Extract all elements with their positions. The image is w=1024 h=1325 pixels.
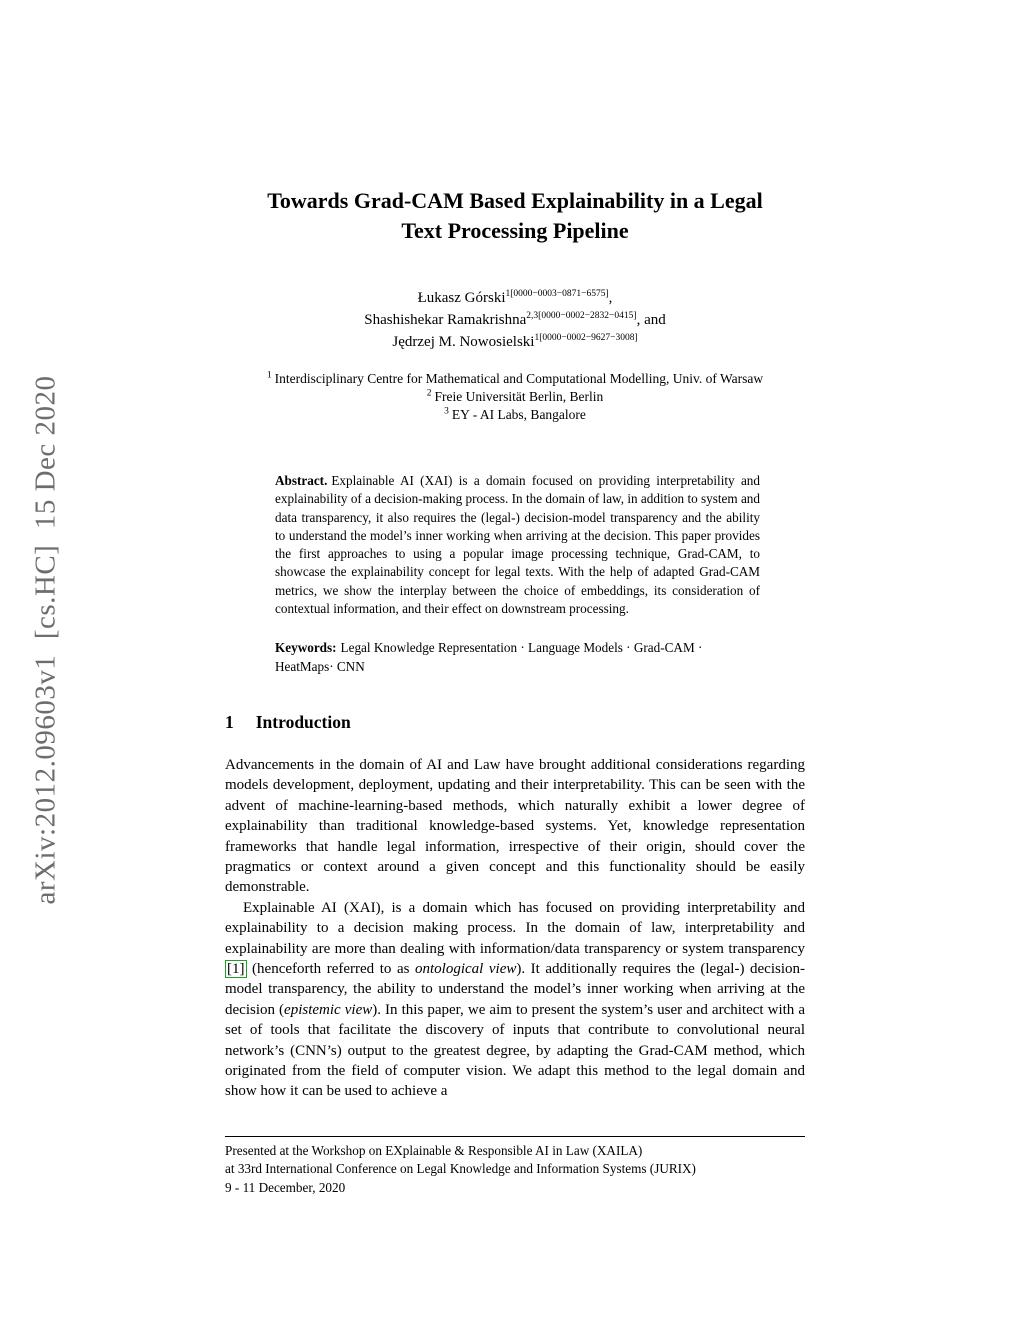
abstract-text: Explainable AI (XAI) is a domain focused on providing interpretability and explainability of a decision-making process. In the domain of law, in addition to system and data transparency, it also requires the (legal-) decision-model transparency and the ability to understand the model’s inner working when arriving at the decision. This paper provides the first approaches to using a popular image processing technique, Grad-CAM, to showcase the explainability concept for legal texts. With the help of adapted Grad-CAM metrics, we show the interplay between the choice of embeddings, its consideration of contextual information, and their effect on downstream processing. <box>275 473 760 617</box>
paragraph-text: ). In this paper, we aim to present the system’s user and architect with a set of tools that facilitate the discovery of inputs that contribute to convolutional neural network’s (CNN’s) output to the greatest degree, by adapting the Grad-CAM method, which originated from the field of computer vision. We adapt this method to the legal domain and show how it can be used to achieve a <box>225 1001 806 1100</box>
intro-paragraph-1: Advancements in the domain of AI and Law have brought additional considerations regarding models development, deployment, updating and their interpretability. This can be seen with the advent of machine-learning-based methods, which naturally exhibit a lower degree of explainability than traditional knowledge-based systems. Yet, knowledge representation frameworks that handle legal information, irrespective of their origin, should cover the pragmatics or context around a given concept and this functionality should be easily demonstrable. <box>225 756 805 896</box>
intro-paragraph-2 <box>225 898 805 1102</box>
author-separator: , <box>608 290 613 306</box>
epistemic-view-term: epistemic view <box>284 1001 373 1018</box>
author-line <box>225 287 805 309</box>
author-orcid-sup: 2,3[0000−0002−2832−0415] <box>526 311 637 321</box>
affiliation-block <box>225 370 805 424</box>
author-block <box>225 287 805 353</box>
author-name: Shashishekar Ramakrishna <box>364 312 527 328</box>
paper-title-line-2: Text Processing Pipeline <box>401 218 629 243</box>
author-line <box>225 331 805 353</box>
affiliation-text: Interdisciplinary Centre for Mathematical and Computational Modelling, Univ. of Warsaw <box>274 371 764 386</box>
affiliation-number: 1 <box>266 370 272 381</box>
affiliation-item <box>225 406 805 424</box>
content-column <box>225 0 805 1102</box>
author-name: Jędrzej M. Nowosielski <box>392 334 535 350</box>
author-orcid-sup: 1[0000−0003−0871−6575] <box>505 289 609 299</box>
affiliation-text: Freie Universität Berlin, Berlin <box>434 389 604 404</box>
keywords <box>275 639 760 676</box>
paragraph-text: Explainable AI (XAI), is a domain which has focused on providing interpretability and explainability to a decision making process. In the domain of law, interpretability and explainability are more than dealing with information/data transparency or system transparency <box>225 899 805 957</box>
keywords-label: Keywords: <box>275 640 337 656</box>
author-orcid-sup: 1[0000−0002−9627−3008] <box>534 333 638 343</box>
section-heading-introduction <box>225 712 805 733</box>
author-separator: , and <box>636 312 666 328</box>
paragraph-text: (henceforth referred to as <box>246 961 415 978</box>
paragraph-text: ). It additionally requires the (legal-) decision-model transparency, the ability to understand the model’s inner working when arriving at the decision ( <box>225 961 805 1018</box>
author-name: Łukasz Górski <box>417 290 506 306</box>
citation-1-link[interactable]: [1] <box>227 961 245 978</box>
footnote-line-2: at 33rd International Conference on Legal Knowledge and Information Systems (JURIX) <box>225 1161 696 1177</box>
keywords-text: Legal Knowledge Representation · Language Models · Grad-CAM · HeatMaps· CNN <box>275 640 703 674</box>
section-title: Introduction <box>255 711 351 732</box>
ontological-view-term: ontological view <box>415 961 517 978</box>
affiliation-text: EY - AI Labs, Bangalore <box>451 407 586 422</box>
affiliation-item <box>225 370 805 388</box>
footnote-block <box>225 1136 805 1197</box>
abstract <box>275 472 760 618</box>
affiliation-item <box>225 388 805 406</box>
paper-title-line-1: Towards Grad-CAM Based Explainability in a Legal <box>267 188 763 213</box>
paper-title <box>225 186 805 246</box>
arxiv-watermark: arXiv:2012.09603v1 [cs.HC] 15 Dec 2020 <box>29 375 62 905</box>
affiliation-number: 3 <box>444 406 449 417</box>
author-line <box>225 309 805 331</box>
footnote-line-1: Presented at the Workshop on EXplainable & Responsible AI in Law (XAILA) <box>225 1143 643 1158</box>
affiliation-number: 2 <box>426 388 432 399</box>
abstract-label: Abstract. <box>275 473 328 488</box>
footnote-line-3: 9 - 11 December, 2020 <box>225 1179 346 1195</box>
section-number: 1 <box>225 711 234 732</box>
